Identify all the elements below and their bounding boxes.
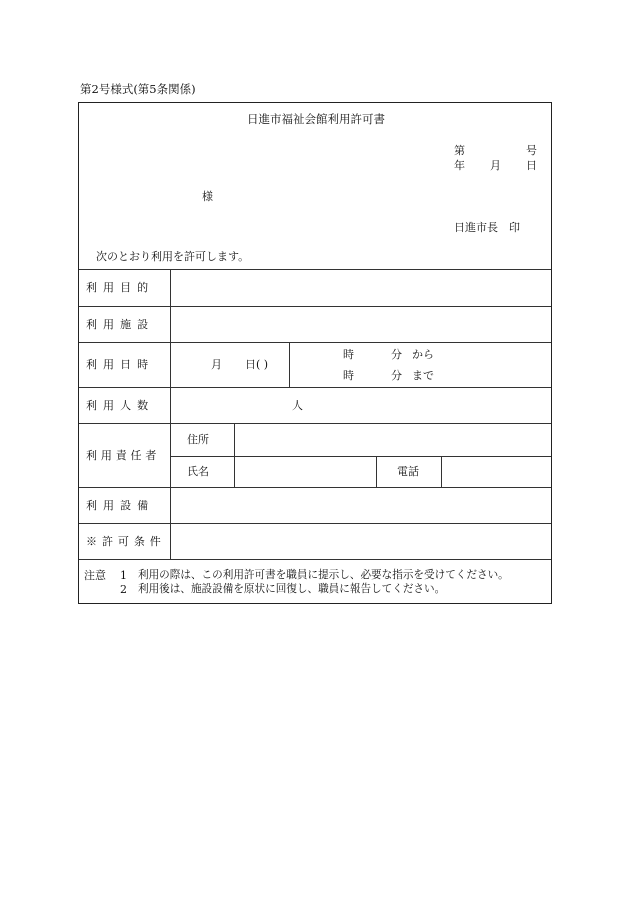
note-2-number: 2	[120, 583, 127, 596]
permit-statement: 次のとおり利用を許可します。	[96, 250, 250, 263]
headcount-unit: 人	[292, 399, 303, 412]
address-label: 住所	[187, 433, 209, 446]
note-1-text: 利用の際は、この利用許可書を職員に提示し、必要な指示を受けてください。	[138, 569, 509, 581]
number-prefix: 第	[454, 144, 465, 157]
date-day-weekday: 日( )	[245, 358, 269, 371]
name-label: 氏名	[187, 465, 209, 478]
date-day-label: 日	[526, 159, 537, 172]
recipient-honorific: 様	[202, 190, 213, 203]
date-year-label: 年	[454, 159, 465, 172]
date-month: 月	[211, 358, 222, 371]
form-title: 日進市福祉会館利用許可書	[247, 112, 385, 126]
label-headcount: 利用人数	[86, 399, 155, 412]
note-2-text: 利用後は、施設設備を原状に回復し、職員に報告してください。	[138, 583, 446, 595]
start-hour: 時	[343, 348, 354, 361]
label-responsible: 利用責任者	[86, 449, 161, 462]
date-month-label: 月	[490, 159, 501, 172]
start-suffix: から	[412, 348, 434, 361]
end-hour: 時	[343, 369, 354, 382]
permit-form	[78, 102, 552, 604]
phone-label: 電話	[397, 465, 419, 478]
notes-label: 注意	[84, 569, 106, 582]
label-conditions: ※許可条件	[86, 535, 166, 548]
start-minute: 分	[391, 348, 402, 361]
form-number-caption: 第2号様式(第5条関係)	[80, 82, 196, 96]
label-purpose: 利用目的	[86, 281, 155, 294]
label-datetime: 利用日時	[86, 358, 155, 371]
number-suffix: 号	[526, 144, 537, 157]
label-facility: 利用施設	[86, 318, 155, 331]
end-suffix: まで	[412, 369, 434, 382]
issuer-seal: 日進市長 印	[454, 221, 520, 234]
label-equipment: 利用設備	[86, 499, 155, 512]
end-minute: 分	[391, 369, 402, 382]
note-1-number: 1	[120, 569, 127, 582]
